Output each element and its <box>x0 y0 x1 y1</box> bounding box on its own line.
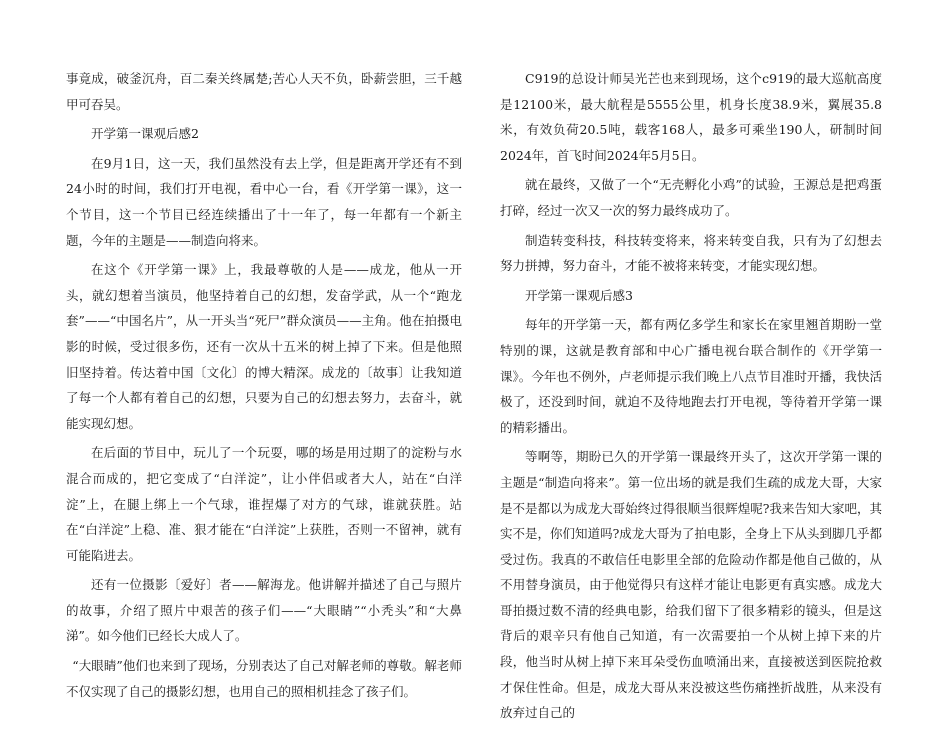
continued-paragraph: 事竟成，破釜沉舟，百二秦关终属楚;苦心人天不负，卧薪尝胆，三千越甲可吞吴。 <box>66 71 462 112</box>
paragraph: “大眼睛”他们也来到了现场，分别表达了自己对解老师的尊敬。解老师不仅实现了自己的摄影幻想，也用自己的照相机挂念了孩子们。 <box>66 658 462 699</box>
essay-heading-3: 开学第一课观后感3 <box>525 287 633 303</box>
paragraph: 在后面的节目中，玩儿了一个玩耍，哪的场是用过期了的淀粉与水混合而成的，把它变成了“白洋淀”，让小伴侣或者大人，站在“白洋淀”上，在腿上绑上一个气球，谁捏爆了对方的气球，谁就获胜。站在“白洋淀”上稳、准、狠才能在“白洋淀”上获胜，否则一不留神，就有可能陷进去。 <box>66 445 462 563</box>
right-column <box>500 66 882 730</box>
paragraph: 在9月1日，这一天，我们虽然没有去上学，但是距离开学还有不到24小时的时间，我们打开电视，看中心一台，看《开学第一课》，这一个节目，这一个节目已经连续播出了十一年了，每一年都有一个新主题，今年的主题是——制造向将来。 <box>66 155 462 248</box>
paragraph: 每年的开学第一天，都有两亿多学生和家长在家里翘首期盼一堂特别的课，这就是教育部和中心广播电视台联合制作的《开学第一课》。今年也不例外，卢老师提示我们晚上八点节目准时开播，我快活极了，还没到时间，就迫不及待地跑去打开电视，等待着开学第一课的精彩播出。 <box>500 317 882 435</box>
essay-heading-2: 开学第一课观后感2 <box>91 126 199 142</box>
paragraph: 就在最终，又做了一个“无壳孵化小鸡”的试验，王源总是把鸡蛋打碎，经过一次又一次的努力最终成功了。 <box>500 177 882 218</box>
paragraph: 等啊等，期盼已久的开学第一课最终开头了，这次开学第一课的主题是“制造向将来”。第一位出场的就是我们生疏的成龙大哥，大家是不是都以为成龙大哥始终过得很顺当很辉煌呢?我来告知大家吧，其实不是，你们知道吗?成龙大哥为了拍电影，全身上下从头到脚几乎都受过伤。我真的不敢信任电影里全部的危险动作都是他自己做的，从不用替身演员，由于他觉得只有这样才能让电影更有真实感。成龙大哥拍摄过数不清的经典电影，给我们留下了很多精彩的镜头，但是这背后的艰辛只有他自己知道，有一次需要拍一个从树上掉下来的片段，他当时从树上掉下来耳朵受伤血喷涌出来，直接被送到医院抢救才保住性命。但是，成龙大哥从来没被这些伤痛挫折战胜，从来没有放弃过自己的 <box>500 449 882 721</box>
paragraph: 还有一位摄影〔爱好〕者——解海龙。他讲解并描述了自己与照片的故事，介绍了照片中艰苦的孩子们——“大眼睛”“小秃头”和“大鼻涕”。如今他们已经长大成人了。 <box>66 577 462 644</box>
paragraph: C919的总设计师吴光芒也来到现场，这个c919的最大巡航高度是12100米，最大航程是5555公里，机身长度38.9米，翼展35.8米，有效负荷20.5吨，载客168人，最多可乘坐190人，研制时间2024年，首飞时间2024年5月5日。 <box>500 71 882 163</box>
paragraph: 制造转变科技，科技转变将来，将来转变自我，只有为了幻想去努力拼搏，努力奋斗，才能不被将来转变，才能实现幻想。 <box>500 232 882 274</box>
left-column <box>66 66 462 708</box>
paragraph: 在这个《开学第一课》上，我最尊敬的人是——成龙，他从一开头，就幻想着当演员，他坚持着自己的幻想，发奋学武，从一个“跑龙套”——“中国名片”，从一开头当“死尸”群众演员——主角。他在拍摄电影的时候，受过很多伤，还有一次从十五米的树上掉了下来。但是他照旧坚持着。传达着中国〔文化〕的博大精深。成龙的〔故事〕让我知道了每一个人都有着自己的幻想，只要为自己的幻想去努力，去奋斗，就能实现幻想。 <box>66 262 462 431</box>
